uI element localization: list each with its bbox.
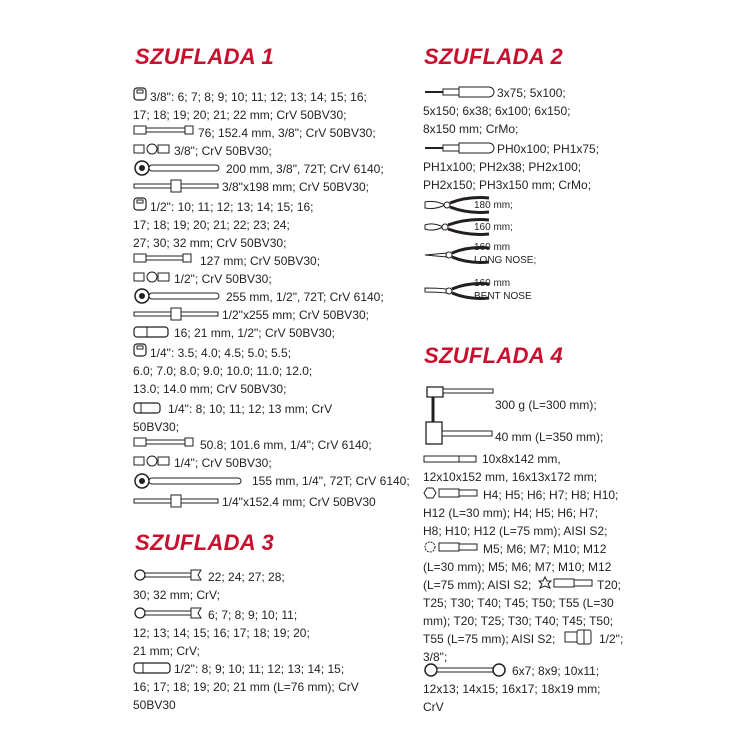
- drawer2-line: PH1x100; PH2x38; PH2x100;: [423, 160, 582, 174]
- drawer4-line: H4; H5; H6; H7; H8; H10;: [483, 488, 619, 502]
- drawer4-line: mm); T20; T25; T30; T40; T45; T50;: [423, 614, 614, 628]
- drawer3-line: 16; 17; 18; 19; 20; 21 mm (L=76 mm); CrV: [133, 680, 359, 694]
- drawer4-line: 1/2";: [599, 632, 624, 646]
- drawer3-title: SZUFLADA 3: [135, 530, 275, 555]
- spline-bit-socket-icon: [423, 540, 479, 554]
- drawer1-line: 255 mm, 1/2", 72T; CrV 6140;: [226, 290, 384, 304]
- drawer3-line: 30; 32 mm; CrV;: [133, 588, 220, 602]
- drawer3-line: 22; 24; 27; 28;: [208, 570, 285, 584]
- drawer4-line: T20;: [597, 578, 622, 592]
- drawer2-line: PH2x150; PH3x150 mm; CrMo;: [423, 178, 592, 192]
- drawer4-line: 40 mm (L=350 mm);: [495, 430, 604, 444]
- chisel-icon: [423, 420, 495, 450]
- drawer1-line: 76; 152.4 mm, 3/8"; CrV 50BV30;: [198, 126, 376, 140]
- drawer4-line: 12x13; 14x15; 16x17; 18x19 mm;: [423, 682, 601, 696]
- drawer4-line: (L=75 mm); AISI S2;: [423, 578, 532, 592]
- universal-joint-icon: [133, 270, 171, 284]
- drawer1-line: 1/2": 10; 11; 12; 13; 14; 15; 16;: [150, 200, 314, 214]
- drawer3-line: 12; 13; 14; 15; 16; 17; 18; 19; 20;: [133, 626, 310, 640]
- drawer4-line: 300 g (L=300 mm);: [495, 398, 597, 412]
- combination-wrench-icon: [133, 568, 205, 582]
- drawer2-line: 160 mm: [474, 242, 511, 253]
- drawer1-line: 16; 21 mm, 1/2"; CrV 50BV30;: [174, 326, 336, 340]
- socket-icon: [133, 343, 147, 357]
- torx-bit-socket-icon: [538, 576, 594, 590]
- drawer1-line: 3/8"x198 mm; CrV 50BV30;: [222, 180, 369, 194]
- universal-joint-icon: [133, 142, 171, 156]
- sliding-t-bar-icon: [133, 494, 221, 508]
- drawer3-line: 50BV30: [133, 698, 176, 712]
- drawer1-line: 17; 18; 19; 20; 21; 22; 23; 24;: [133, 218, 290, 232]
- sliding-t-bar-icon: [133, 307, 221, 321]
- drawer1-line: 13.0; 14.0 mm; CrV 50BV30;: [133, 382, 287, 396]
- drawer2-line: PH0x100; PH1x75;: [497, 142, 600, 156]
- drawer1-line: 1/2"x255 mm; CrV 50BV30;: [222, 308, 369, 322]
- drawer2-title: SZUFLADA 2: [424, 44, 564, 69]
- drawer1-line: 3/8": 6; 7; 8; 9; 10; 11; 12; 13; 14; 15; 16;: [150, 90, 367, 104]
- drawer4-line: H8; H10; H12 (L=75 mm); AISI S2;: [423, 524, 608, 538]
- drawer1-line: 50BV30;: [133, 420, 180, 434]
- drawer3-line: 21 mm; CrV;: [133, 644, 200, 658]
- drawer1-title: SZUFLADA 1: [135, 44, 275, 69]
- hex-bit-socket-icon: [423, 486, 479, 500]
- drawer2-line: LONG NOSE;: [474, 255, 537, 266]
- drawer2-line: 180 mm;: [474, 200, 513, 211]
- socket-icon: [133, 197, 147, 211]
- drawer1-line: 3/8"; CrV 50BV30;: [174, 144, 272, 158]
- drawer4-line: 12x10x152 mm, 16x13x172 mm;: [423, 470, 598, 484]
- deep-socket-icon: [133, 661, 173, 675]
- drawer1-line: 6.0; 7.0; 8.0; 9.0; 10.0; 11.0; 12.0;: [133, 364, 313, 378]
- universal-joint-icon: [133, 454, 171, 468]
- drawer1-line: 1/2"; CrV 50BV30;: [174, 272, 272, 286]
- drawer1-line: 27; 30; 32 mm; CrV 50BV30;: [133, 236, 287, 250]
- drawer4-line: 10x8x142 mm,: [482, 452, 561, 466]
- drawer4-line: CrV: [423, 700, 444, 714]
- drawer1-line: 1/4"x152.4 mm; CrV 50BV30: [222, 495, 376, 509]
- drawer1-line: 155 mm, 1/4", 72T; CrV 6140;: [252, 474, 410, 488]
- drawer4-line: T55 (L=75 mm); AISI S2;: [423, 632, 556, 646]
- drawer1-line: 1/4": 8; 10; 11; 12; 13 mm; CrV: [168, 402, 333, 416]
- drawer2-line: 5x150; 6x38; 6x100; 6x150;: [423, 104, 571, 118]
- sliding-t-bar-icon: [133, 179, 221, 193]
- drawer4-title: SZUFLADA 4: [424, 343, 564, 368]
- double-ring-wrench-icon: [423, 662, 507, 678]
- ratchet-handle-icon: [133, 159, 223, 177]
- drawer3-line: 1/2": 8; 9; 10; 11; 12; 13; 14; 15;: [174, 662, 345, 676]
- drawer2-line: 3x75; 5x100;: [497, 86, 566, 100]
- drawer4-line: M5; M6; M7; M10; M12: [483, 542, 607, 556]
- spark-plug-socket-icon: [133, 325, 171, 339]
- drawer4-line: (L=30 mm); M5; M6; M7; M10; M12: [423, 560, 612, 574]
- drawer4-line: H12 (L=30 mm); H4; H5; H6; H7;: [423, 506, 599, 520]
- drawer3-line: 6; 7; 8; 9; 10; 11;: [208, 608, 298, 622]
- drawer4-line: 6x7; 8x9; 10x11;: [512, 664, 600, 678]
- drawer2-line: 8x150 mm; CrMo;: [423, 122, 519, 136]
- drawer4-line: T25; T30; T40; T45; T50; T55 (L=30: [423, 596, 614, 610]
- drawer2-line: 160 mm: [474, 278, 511, 289]
- drawer1-line: 200 mm, 3/8", 72T; CrV 6140;: [226, 162, 384, 176]
- drawer4-line: 3/8";: [423, 650, 448, 664]
- extension-bar-icon: [133, 124, 195, 136]
- flat-screwdriver-icon: [423, 85, 501, 99]
- drawer1-line: 50.8; 101.6 mm, 1/4"; CrV 6140;: [200, 438, 372, 452]
- combination-wrench-icon: [133, 606, 205, 620]
- bit-adapter-icon: [564, 629, 594, 645]
- punch-chisel-icon: [423, 454, 479, 464]
- drawer1-line: 17; 18; 19; 20; 21; 22 mm; CrV 50BV30;: [133, 108, 347, 122]
- extension-bar-icon: [133, 252, 193, 264]
- drawer1-line: 1/4": 3.5; 4.0; 4.5; 5.0; 5.5;: [150, 346, 292, 360]
- deep-socket-icon: [133, 401, 163, 415]
- drawer1-line: 1/4"; CrV 50BV30;: [174, 456, 272, 470]
- ratchet-handle-icon: [133, 287, 223, 305]
- extension-bar-icon: [133, 436, 195, 448]
- claw-hammer-icon: [423, 383, 495, 425]
- drawer2-line: 160 mm;: [474, 222, 513, 233]
- drawer2-line: BENT NOSE: [474, 291, 532, 302]
- socket-icon: [133, 87, 147, 101]
- drawer1-line: 127 mm; CrV 50BV30;: [200, 254, 321, 268]
- phillips-screwdriver-icon: [423, 141, 501, 155]
- ratchet-handle-icon: [133, 472, 245, 490]
